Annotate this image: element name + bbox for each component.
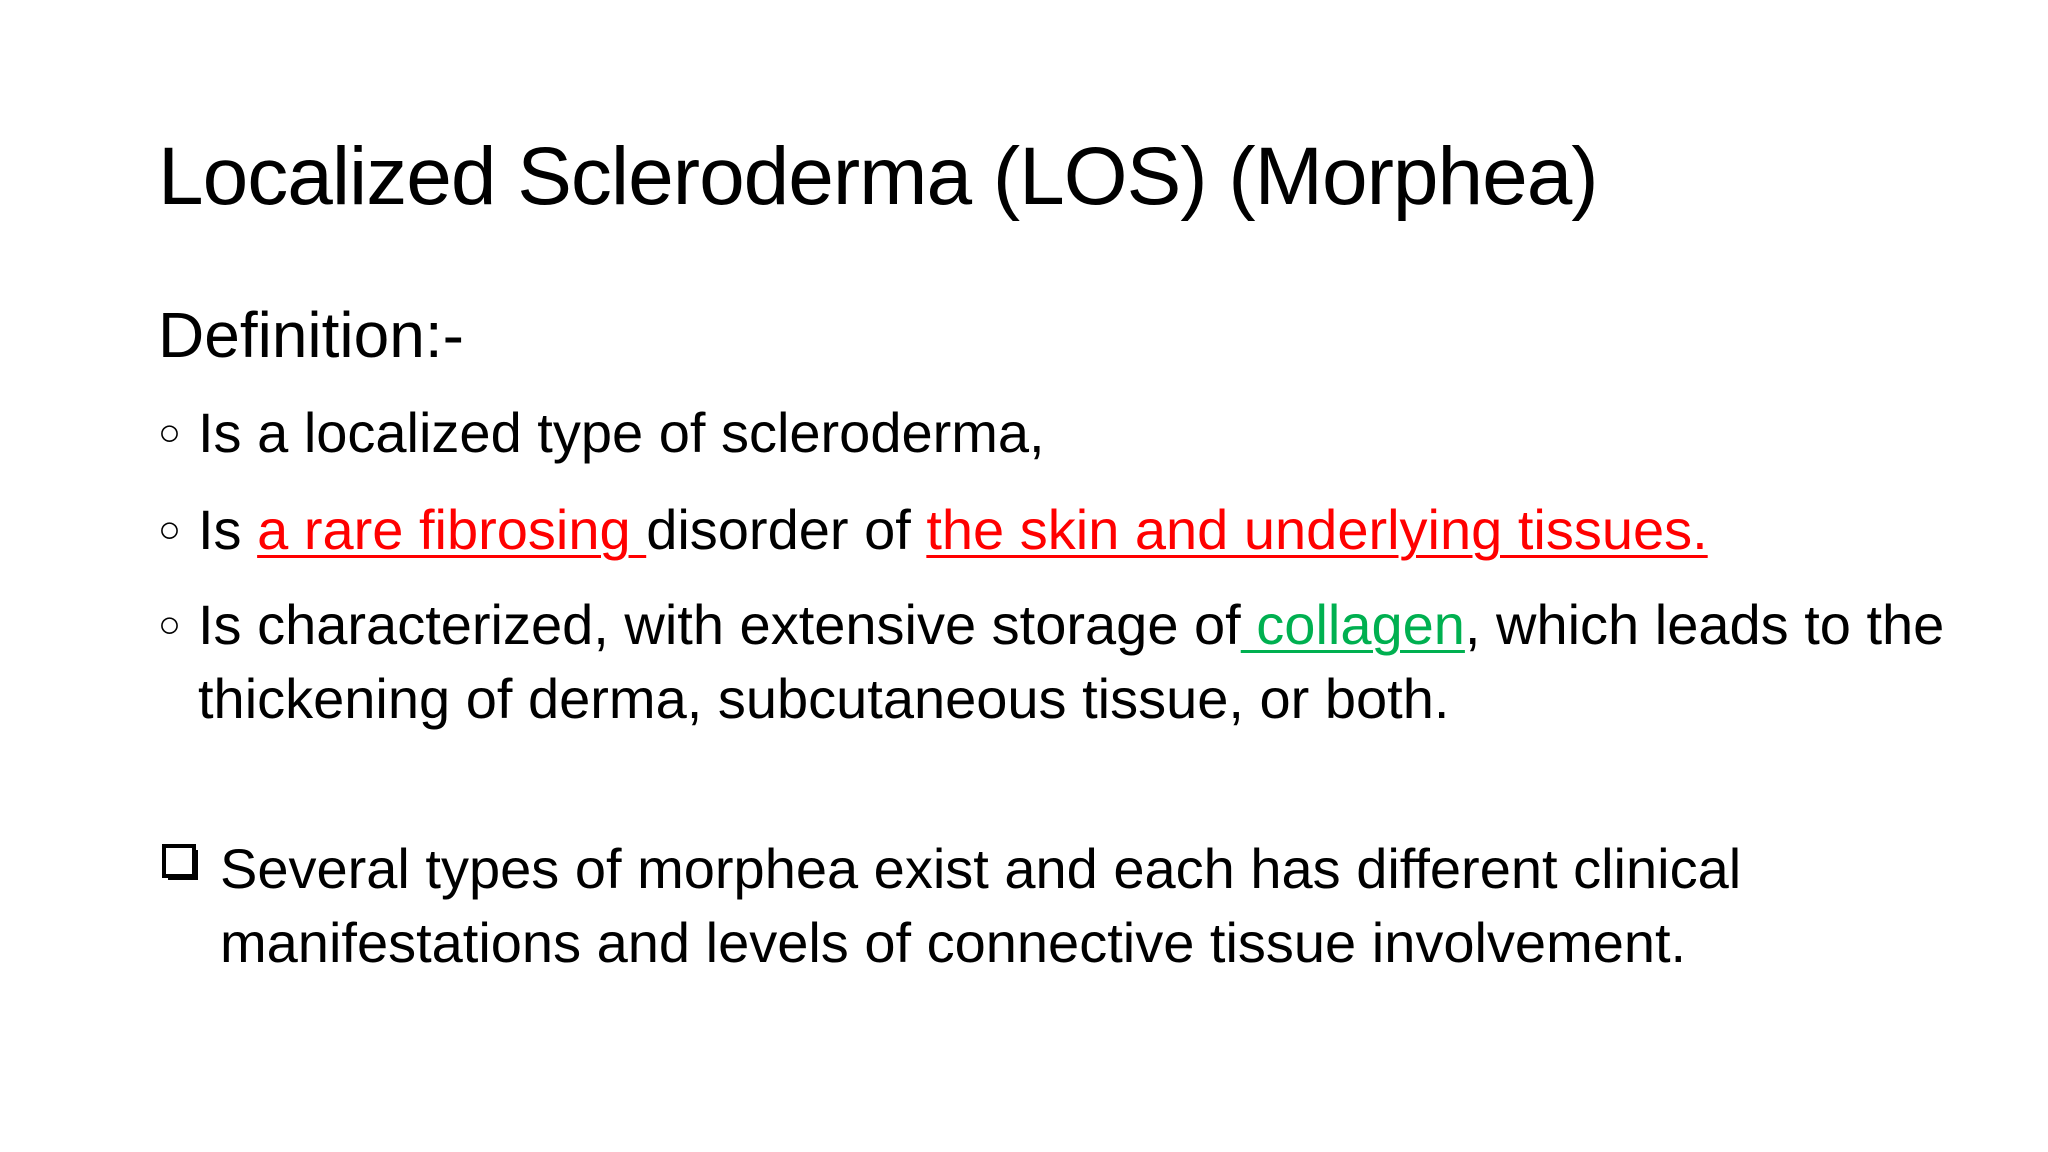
definition-heading: Definition:- — [158, 299, 464, 371]
bullet-item — [158, 396, 1858, 470]
bullet-text-prefix: Is — [198, 498, 258, 561]
highlight-collagen: collagen — [1240, 593, 1465, 656]
bullet-text — [158, 588, 1958, 736]
bullet-item — [158, 832, 1998, 980]
bullet-text: Several types of morphea exist and each has different clinical manifestations and levels of connective tissue involvement. — [220, 837, 1742, 974]
slide-title: Localized Scleroderma (LOS) (Morphea) — [158, 131, 1598, 222]
circle-bullet-icon: ○ — [158, 412, 181, 454]
bullet-item — [158, 493, 1988, 567]
circle-bullet-icon: ○ — [158, 604, 181, 646]
bullet-item — [158, 588, 1958, 736]
circle-bullet-icon: ○ — [158, 509, 181, 551]
bullet-text: Is a localized type of scleroderma, — [198, 401, 1045, 464]
highlight-skin-tissues: the skin and underlying tissues. — [926, 498, 1708, 561]
bullet-text-middle: disorder of — [646, 498, 927, 561]
checkbox-bullet-icon — [162, 844, 198, 882]
bullet-text-prefix: Is characterized, with extensive storage of — [198, 593, 1241, 656]
bullet-text — [158, 493, 1988, 567]
bullet-text-suffix: , which leads to the thickening of derma, subcutaneous tissue, or both. — [198, 593, 1945, 730]
highlight-rare-fibrosing: a rare fibrosing — [257, 498, 647, 561]
